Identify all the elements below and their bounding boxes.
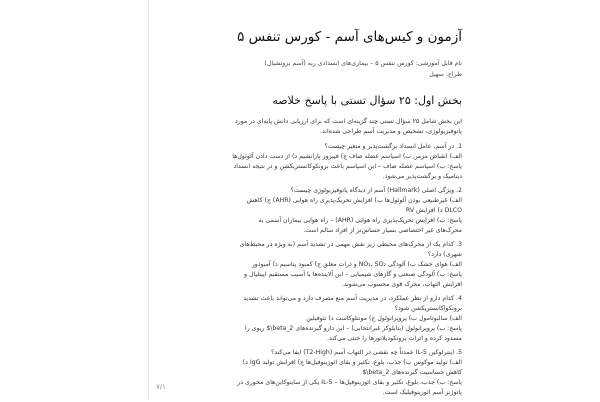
question-options: الف) سالبوتامول ب) پروپرانولول ج) مونتلوکاست د) تئوفیلین — [306, 315, 462, 322]
document-title: آزمون و کیس‌های آسم - کورس تنفس ۵ — [237, 29, 462, 45]
question-options: الف) هوای خشک ب) آلودگی NO₂, SO₂ و ذرات معلق ج) کمبود پتاسیم د) آمبودور — [251, 261, 462, 268]
question-answer: پاسخ: ب) افزایش تحریک‌پذیری راه هوایی (AHR) – راه هوایی بیماران آسمی به محرک‌های غیر اختصاصی بسیار حساس‌تر از افراد سالم است. — [258, 217, 462, 234]
source-line: نام فایل آموزشی: کورس تنفس ۵ – بیماری‌های انسدادی ریه (آسم برونشیال) — [264, 60, 462, 67]
page-number: ۷/۱ — [156, 383, 166, 391]
question-stem: 5. اینترلوکین IL-5 عمدتاً چه نقشی در التهاب آسم (T2-High) ایفا می‌کند؟ — [271, 349, 462, 356]
question-stem: 4. کدام دارو از نظر عملکرد، در مدیریت آسم منع مصرف دارد و می‌تواند باعث تشدید برونکواکانستریکشن شود؟ — [243, 295, 462, 312]
question-answer: پاسخ: ب) جذب، بلوغ، تکثیر و بقای ائوزینوفیل‌ها – IL-5 یکی از سایتوکاین‌های محوری در پاتوژنز آسم ائوزینوفیلیک است. — [237, 379, 462, 396]
page-gutter-line — [148, 0, 149, 400]
question-item — [232, 348, 462, 398]
question-stem: 3. کدام یک از محرک‌های محیطی زیر نقش مهمی در تشدید آسم (به ویژه در محیط‌های شهری) دارد؟ — [239, 241, 462, 258]
question-options: الف) تولید موکوس ب) جذب، بلوغ، تکثیر و بقای ائوزینوفیل‌ها ج) افزایش تولید IgG د) کاهش حساسیت گیرنده‌های beta_2\$ — [242, 359, 462, 376]
question-options: الف) انقباض مزمن ب) اسپاسم عضله صاف ج) فیبروز پارانشیم د) از دست دادن آلوئول‌ها — [232, 153, 462, 160]
question-options: الف) غیرطبیعی بودن آلوئول‌ها ب) افزایش تحریک‌پذیری راه هوایی (AHR) ج) کاهش DLCO د) افزایش RV — [246, 197, 462, 214]
document-meta — [232, 58, 462, 80]
question-item — [232, 186, 462, 236]
question-answer: پاسخ: ب) اسپاسم عضله صاف – این اسپاسم باعث برونکوکانستریکشن و در نتیجه انسداد دینامیک و برگشت‌پذیر می‌شود. — [233, 163, 462, 180]
question-item — [232, 240, 462, 290]
question-item — [232, 294, 462, 344]
section-title: بخش اول: ۲۵ سؤال تستی با پاسخ خلاصه — [272, 94, 462, 107]
question-answer: پاسخ: ب) آلودگی صنعتی و گازهای شیمیایی – این آلاینده‌ها با آسیب مستقیم اپیتلیال و افزایش التهاب، محرک قوی محسوب می‌شوند. — [244, 271, 462, 288]
designer-line: طراح: سهیل — [429, 71, 462, 78]
section-intro: این بخش شامل ۲۵ سؤال تستی چند گزینه‌ای است که برای ارزیابی دانش پایه‌ای در مورد پاتوفیزیولوژی، تشخیص و مدیریت آسم طراحی شده‌اند. — [234, 118, 462, 135]
document-content — [232, 28, 462, 402]
question-answer: پاسخ: ب) پروپرانولول (بتابلوکر غیرانتخابی) – این دارو گیرنده‌های beta_2\$ ریوی را مسدود کرده و اثرات برونکودیلاتورها را خنثی می‌کند. — [244, 325, 462, 342]
question-stem: 1. در آسم، عامل انسداد برگشت‌پذیر و متغیر چیست؟ — [324, 143, 462, 150]
question-item — [232, 142, 462, 182]
question-stem: 2. ویژگی اصلی (Hallmark) آسم از دیدگاه پاتوفیزیولوژی چیست؟ — [290, 187, 462, 194]
